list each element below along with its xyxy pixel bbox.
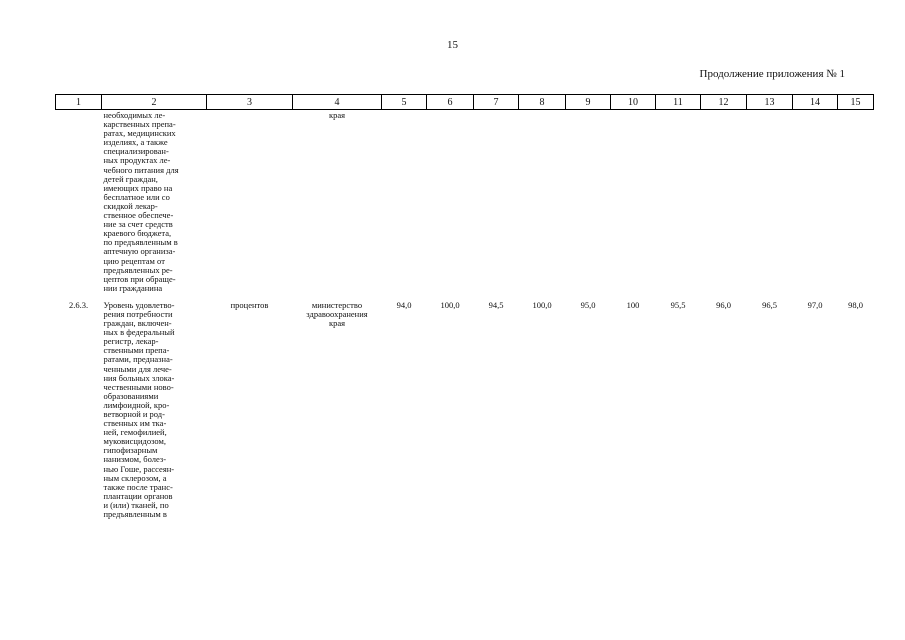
column-header: 6: [427, 95, 474, 110]
value-cell: [474, 110, 519, 294]
value-cell: [611, 110, 656, 294]
value-cell: [519, 110, 566, 294]
value-cell: 95,5: [670, 299, 686, 310]
value-cell: 100,0: [532, 299, 552, 310]
value-cell: [793, 110, 838, 294]
indicator-name: необходимых ле- карственных препа- ратах, медицинских изделиях, а также специализирован- ных продуктах ле- чебного питания для детей граждан, имеющих право на бесплатное или со скидкой лекар- ственное обеспече- ние за счет средств краевого бюджета, по предъявленным в аптечную организа- цию рецептам от предъявленных ре- цептов при обраще- нии гражданина: [103, 110, 179, 293]
column-header: 13: [747, 95, 793, 110]
value-cell: 96,5: [762, 299, 777, 310]
appendix-continuation-note: Продолжение приложения № 1: [699, 68, 845, 80]
column-header: 14: [793, 95, 838, 110]
value-cell: 100,0: [440, 299, 460, 310]
row-number: 2.6.3.: [68, 299, 89, 310]
indicator-name: Уровень удовлетво- рения потребности граждан, включен- ных в федеральный регистр, лекар- ственными препа- ратами, предназна- ченными для лече- ния больных злока- чественными ново- образованиями лимфоидной, кро- ветворной и род- ственных им тка- ней, гемофилией, муковисцидозом, гипофизарным нанизмом, болез- нью Гоше, рассеян- ным склерозом, а также после транс- плантации органов и (или) тканей, по предъявленным в: [103, 299, 175, 520]
column-header: 5: [382, 95, 427, 110]
value-cell: [382, 110, 427, 294]
unit-of-measure: процентов: [230, 299, 269, 310]
value-cell: [747, 110, 793, 294]
page-number: 15: [447, 39, 458, 51]
column-header: 15: [838, 95, 874, 110]
column-header: 4: [293, 95, 382, 110]
column-header: 11: [656, 95, 701, 110]
value-cell: 98,0: [848, 299, 863, 310]
table-row: [56, 110, 874, 294]
responsible-body: края: [328, 110, 346, 120]
value-cell: [427, 110, 474, 294]
value-cell: 100: [626, 299, 640, 310]
value-cell: [701, 110, 747, 294]
responsible-body: министерство здравоохранения края: [306, 299, 368, 329]
column-header: 1: [56, 95, 102, 110]
value-cell: 94,0: [396, 299, 412, 310]
column-header: 2: [102, 95, 207, 110]
value-cell: [656, 110, 701, 294]
indicators-table: [55, 94, 874, 520]
column-header: 7: [474, 95, 519, 110]
value-cell: 95,0: [580, 299, 596, 310]
column-header: 10: [611, 95, 656, 110]
value-cell: 94,5: [488, 299, 504, 310]
column-header: 8: [519, 95, 566, 110]
column-header: 12: [701, 95, 747, 110]
row-number: [56, 110, 102, 294]
value-cell: 96,0: [716, 299, 731, 310]
value-cell: [566, 110, 611, 294]
value-cell: [838, 110, 874, 294]
column-header: 3: [207, 95, 293, 110]
table-row: [56, 300, 874, 520]
unit-of-measure: [207, 110, 293, 294]
value-cell: 97,0: [807, 299, 823, 310]
column-number-header-row: [56, 95, 874, 110]
column-header: 9: [566, 95, 611, 110]
